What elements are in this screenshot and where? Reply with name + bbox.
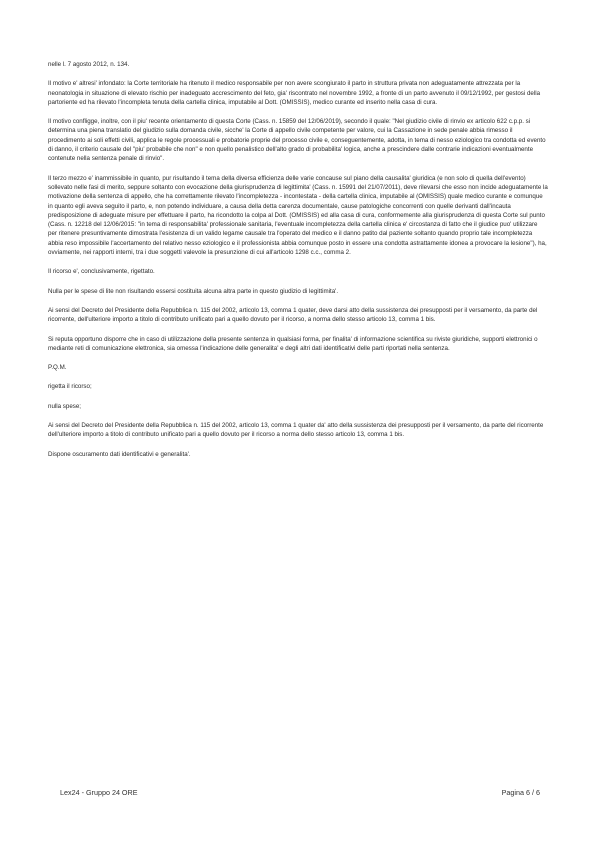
paragraph: Si reputa opportuno disporre che in caso di utilizzazione della presente sentenza in qualsiasi forma, per finalita' di informazione scientifica su riviste giuridiche, supporti elettronici o mediante reti di comunicazione elettronica, sia omessa l'indicazione delle generalita' e degli altri dati identificativi delle parti riportati nella sentenza.: [48, 335, 538, 352]
paragraph: Il motivo confligge, inoltre, con il piu' recente orientamento di questa Corte (Cass. n. 15859 del 12/06/2019), secondo il quale: "Nel giudizio civile di rinvio ex articolo 622 c.p.p. si determina una piena translatio del giudizio sulla domanda civile, sicche' la Corte di appello civile competente per valore, cui la Cassazione in sede penale abbia rimesso il procedimento ai soli effetti civili, applica le regole processuali e probatorie proprie del processo civile e, conseguentemente, adotta, in tema di nesso eziologico tra condotta ed evento di danno, il criterio causale del "piu' probabile che non" e non quello penalistico dell'alto grado di probabilita' logica, anche a prescindere dalle contrarie indicazioni eventualmente contenute nella sentenza penale di rinvio".: [48, 118, 546, 163]
paragraph: Il terzo mezzo e' inammissibile in quanto, pur risultando il tema della diversa efficienza delle varie concause sul piano della causalita' giuridica (e non solo di quella dell'evento) sollevato nelle fasi di merito, seppure soltanto con evocazione della giurisprudenza di legittimita' (Cass. n. 15991 del 21/07/2011), deve rilevarsi che esso non incide adeguatamente la motivazione della sentenza di appello, che ha correttamente rilevato l'incompletezza - incontestata - della cartella clinica, imputabile al (OMISSIS) quale medico curante e comunque in quanto egli aveva seguito il parto, e, non potendo individuare, a causa della detta carenza documentale, cause patologiche concorrenti con quelle derivanti dall'incauta predisposizione di adeguate misure per effettuare il parto, ha ricondotto la colpa al Dott. (OMISSIS) ed alla casa di cura, conformemente alla giurisprudenza di questa Corte sul punto (Cass. n. 12218 del 12/06/2015: "in tema di responsabilita' professionale sanitaria, l'eventuale incompletezza della cartella clinica e' circostanza di fatto che il giudice puo' utilizzare per ritenere presuntivamente dimostrata l'esistenza di un valido legame causale tra l'operato del medico e il danno patito dal paziente soltanto quando proprio tale incompletezza abbia reso impossibile l'accertamento del relativo nesso eziologico e il professionista abbia comunque posto in essere una condotta astrattamente idonea a provocare la lesione"), ha, ovviamente, nei rapporti interni, tra i due soggetti valevole la presunzione di cui all'articolo 1298 c.c., comma 2.: [48, 174, 548, 257]
paragraph: Il motivo e' altresi' infondato: la Corte territoriale ha ritenuto il medico responsabile per non avere scongiurato il parto in struttura privata non adeguatamente attrezzata per la neonatologia in situazione di elevato rischio per inadeguato accrescimento del feto, gia' riscontrato nel novembre 1992, a fronte di un parto avvenuto il 09/12/1992, per gestosi della partoriente ed ha rilevato l'incompleta tenuta della cartella clinica, imputabile al Dott. (OMISSIS), medico curante ed inserito nella casa di cura.: [48, 80, 541, 106]
paragraph: Dispone oscuramento dati identificativi e generalita'.: [48, 450, 191, 458]
paragraph: Il ricorso e', conclusivamente, rigettato.: [48, 268, 155, 276]
paragraph: Ai sensi del Decreto del Presidente della Repubblica n. 115 del 2002, articolo 13, comma 1 quater, deve darsi atto della sussistenza dei presupposti per il versamento, da parte del ricorrente, dell'ulteriore importo a titolo di contributo unificato pari a quello dovuto per il ricorso, a norma dello stesso articolo 13, comma 1 bis.: [48, 306, 538, 324]
paragraph: Ai sensi del Decreto del Presidente della Repubblica n. 115 del 2002, articolo 13, comma 1 quater da' atto della sussistenza dei presupposti per il versamento, da parte del ricorrente dell'ulteriore importo a titolo di contributo unificato pari a quello dovuto per il ricorso a norma dello stesso articolo 13, comma 1 bis.: [48, 422, 544, 439]
footer-source: Lex24 - Gruppo 24 ORE: [60, 788, 138, 797]
paragraph: nulla spese;: [48, 402, 82, 410]
section-heading: P.Q.M.: [48, 364, 67, 372]
paragraph: rigetta il ricorso;: [48, 383, 92, 391]
document-body: [48, 61, 548, 469]
paragraph: Nulla per le spese di lite non risultando essersi costituita alcuna altra parte in questo giudizio di legittimita'.: [48, 287, 339, 295]
page-number: Pagina 6 / 6: [501, 788, 540, 797]
paragraph: nelle l. 7 agosto 2012, n. 134.: [48, 61, 130, 68]
page-footer: [60, 788, 540, 797]
